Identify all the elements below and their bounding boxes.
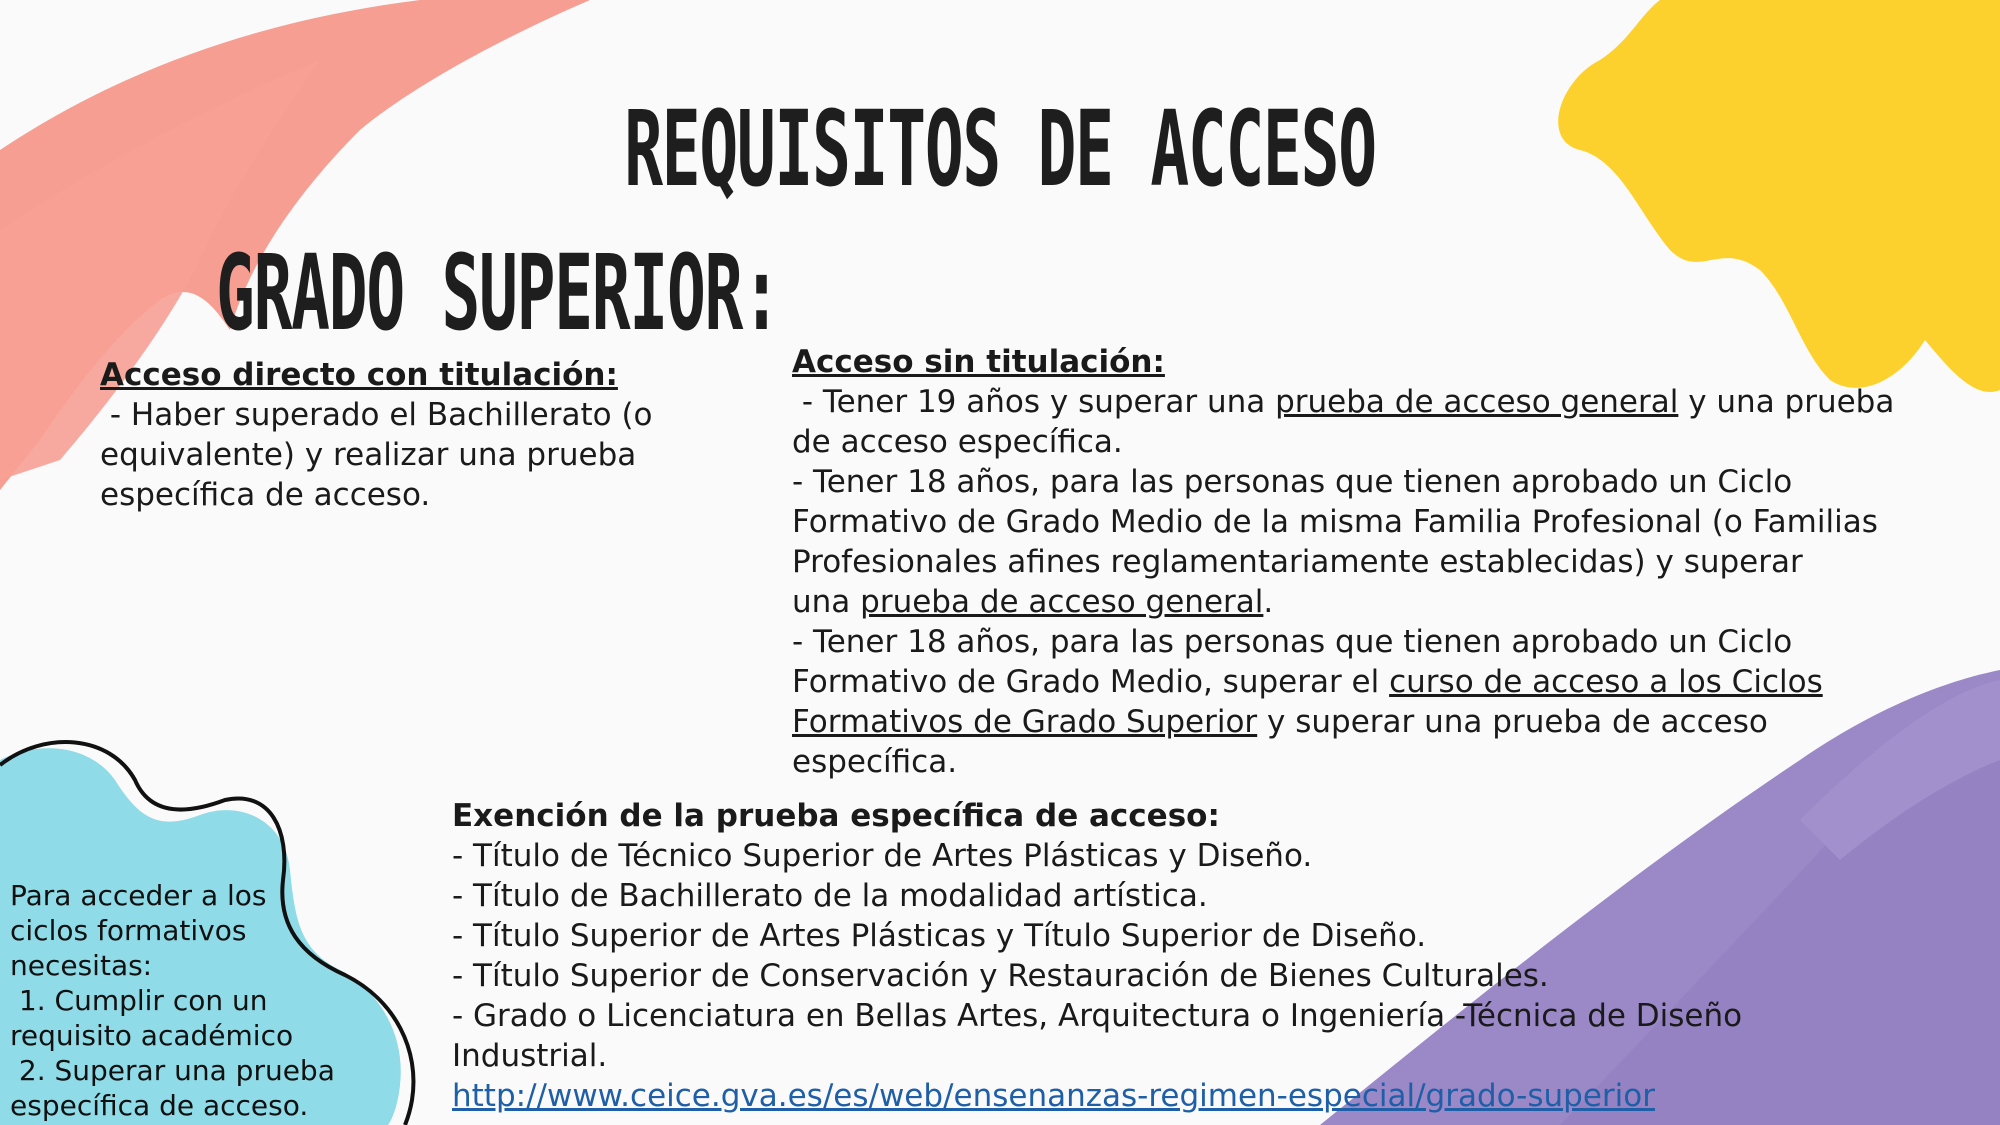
no-title-line-10: específica. (792, 744, 958, 780)
no-title-access-section (792, 342, 1894, 782)
text-segment: . (1263, 584, 1274, 620)
general-test-link[interactable]: prueba de acceso general (1275, 384, 1679, 420)
note-line: necesitas: (10, 949, 153, 982)
no-title-line-1 (792, 382, 1894, 422)
note-line: ciclos formativos (10, 914, 247, 947)
direct-access-line: específica de acceso. (100, 477, 431, 513)
note-line: 2. Superar una prueba (10, 1054, 335, 1087)
exemption-item: - Grado o Licenciatura en Bellas Artes, Arquitectura o Ingeniería -Técnica de Diseño (452, 998, 1743, 1034)
no-title-line-6 (792, 582, 1894, 622)
general-test-link[interactable]: prueba de acceso general (860, 584, 1264, 620)
note-line: requisito académico (10, 1019, 294, 1052)
direct-access-line: - Haber superado el Bachillerato (o (100, 397, 653, 433)
no-title-access-heading: Acceso sin titulación: (792, 344, 1165, 380)
no-title-line-9 (792, 702, 1894, 742)
no-title-line-2: de acceso específica. (792, 424, 1123, 460)
exemption-item: Industrial. (452, 1038, 608, 1074)
text-segment: una (792, 584, 861, 620)
no-title-line-5: Profesionales afines reglamentariamente establecidas) y superar (792, 544, 1803, 580)
no-title-line-7: - Tener 18 años, para las personas que tienen aprobado un Ciclo (792, 624, 1793, 660)
exemption-item: - Título de Bachillerato de la modalidad artística. (452, 878, 1208, 914)
note-line: 1. Cumplir con un (10, 984, 268, 1017)
direct-access-heading: Acceso directo con titulación: (100, 357, 618, 393)
yellow-paint-blob (1558, 0, 2000, 392)
exemption-section (452, 796, 1742, 1116)
exemption-heading: Exención de la prueba específica de acceso: (452, 798, 1220, 834)
no-title-line-8 (792, 662, 1894, 702)
page-title: REQUISITOS DE ACCESO (624, 88, 1376, 210)
exemption-item: - Título de Técnico Superior de Artes Plásticas y Diseño. (452, 838, 1313, 874)
text-segment: y superar una prueba de acceso (1257, 704, 1768, 740)
no-title-line-4: Formativo de Grado Medio de la misma Familia Profesional (o Familias (792, 504, 1878, 540)
access-course-link[interactable]: curso de acceso a los Ciclos (1389, 664, 1823, 700)
exemption-item: - Título Superior de Artes Plásticas y Título Superior de Diseño. (452, 918, 1427, 954)
exemption-item: - Título Superior de Conservación y Restauración de Bienes Culturales. (452, 958, 1549, 994)
note-line: específica de acceso. (10, 1089, 309, 1122)
access-course-link[interactable]: Formativos de Grado Superior (792, 704, 1258, 740)
summary-note (10, 878, 335, 1123)
note-line: Para acceder a los (10, 879, 267, 912)
text-segment: - Tener 19 años y superar una (792, 384, 1276, 420)
no-title-line-3: - Tener 18 años, para las personas que tienen aprobado un Ciclo (792, 464, 1793, 500)
text-segment: Formativo de Grado Medio, superar el (792, 664, 1390, 700)
direct-access-section (100, 355, 653, 515)
direct-access-line: equivalente) y realizar una prueba (100, 437, 637, 473)
ceice-url-link[interactable]: http://www.ceice.gva.es/es/web/ensenanzas-regimen-especial/grado-superior (452, 1078, 1655, 1114)
text-segment: y una prueba (1678, 384, 1895, 420)
page-subtitle: GRADO SUPERIOR: (216, 232, 780, 354)
